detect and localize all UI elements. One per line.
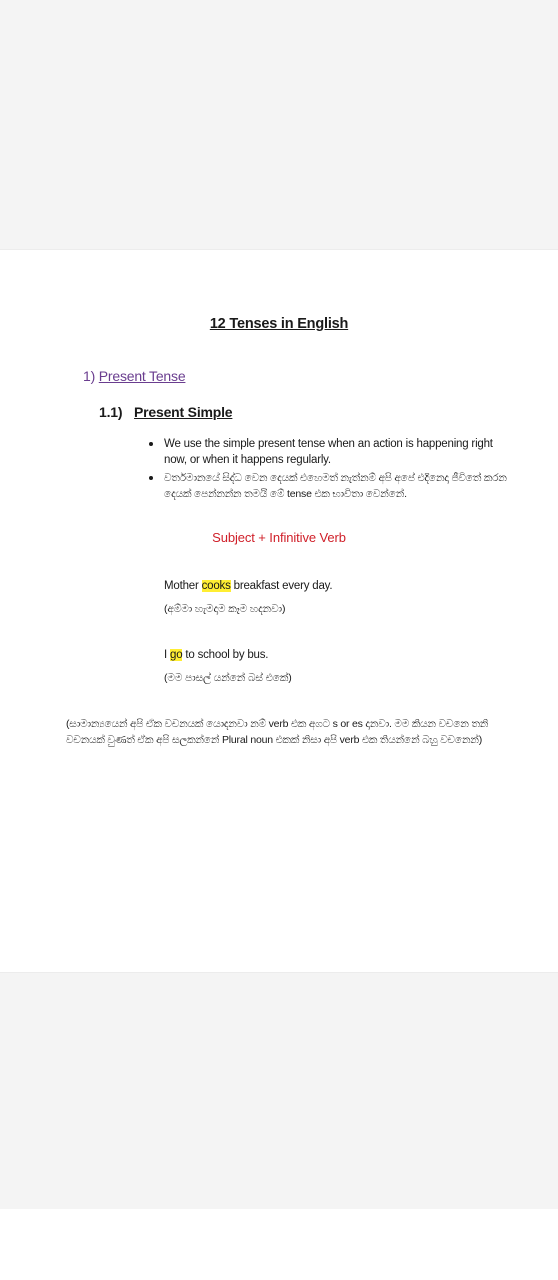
list-item: We use the simple present tense when an action is happening right now, or when it happens regularly. (147, 436, 517, 468)
formula: Subject + Infinitive Verb (212, 530, 346, 545)
section-title: Present Tense (98, 368, 186, 384)
highlighted-verb: cooks (201, 580, 231, 592)
example-text: I (164, 649, 170, 661)
example-sentence-1 (164, 580, 332, 592)
viewer-background-bottom (0, 973, 558, 1209)
document-title: 12 Tenses in English (209, 316, 349, 332)
example-translation-2: (මම පාසල් යන්නේ බස් එකේ) (164, 672, 292, 684)
definition-list (147, 436, 517, 504)
document-page (0, 249, 558, 973)
viewer-background-top (0, 0, 558, 249)
example-sentence-2 (164, 649, 268, 661)
subsection-title: Present Simple (134, 404, 233, 420)
highlighted-verb: go (170, 649, 183, 661)
list-item: වර්තමානයේ සිද්ධ වෙන දෙයක් එහෙමත් නැත්නම් අපි අපේ එදිනෙදා ජීවිතේ කරන දෙයක් පෙන්නන්න තමයි මේ tense එක භාවිතා වෙන්නේ. (147, 470, 517, 502)
example-text: breakfast every day. (230, 580, 333, 592)
example-text: to school by bus. (182, 649, 269, 661)
subsection-number: 1.1) (99, 404, 123, 420)
section-heading (83, 368, 185, 384)
grammar-note: (සාමාන්‍යයෙන් අපි ඒක වචනයක් යොදනවා නම් verb එක අගට s or es දානවා. මම කියන වචනෙ තනි වචනයක් වුණත් ඒක අපි සලකන්නේ Plural noun එකක් නිසා අපි verb එක තියන්නේ බහු වචනෙන්) (66, 718, 489, 746)
viewer-footer-area (0, 1209, 558, 1280)
section-number: 1) (83, 368, 96, 384)
subsection-heading (99, 404, 232, 420)
example-text: Mother (164, 580, 202, 592)
example-translation-1: (අම්මා හැමදාම කෑම හදනවා) (164, 603, 286, 615)
